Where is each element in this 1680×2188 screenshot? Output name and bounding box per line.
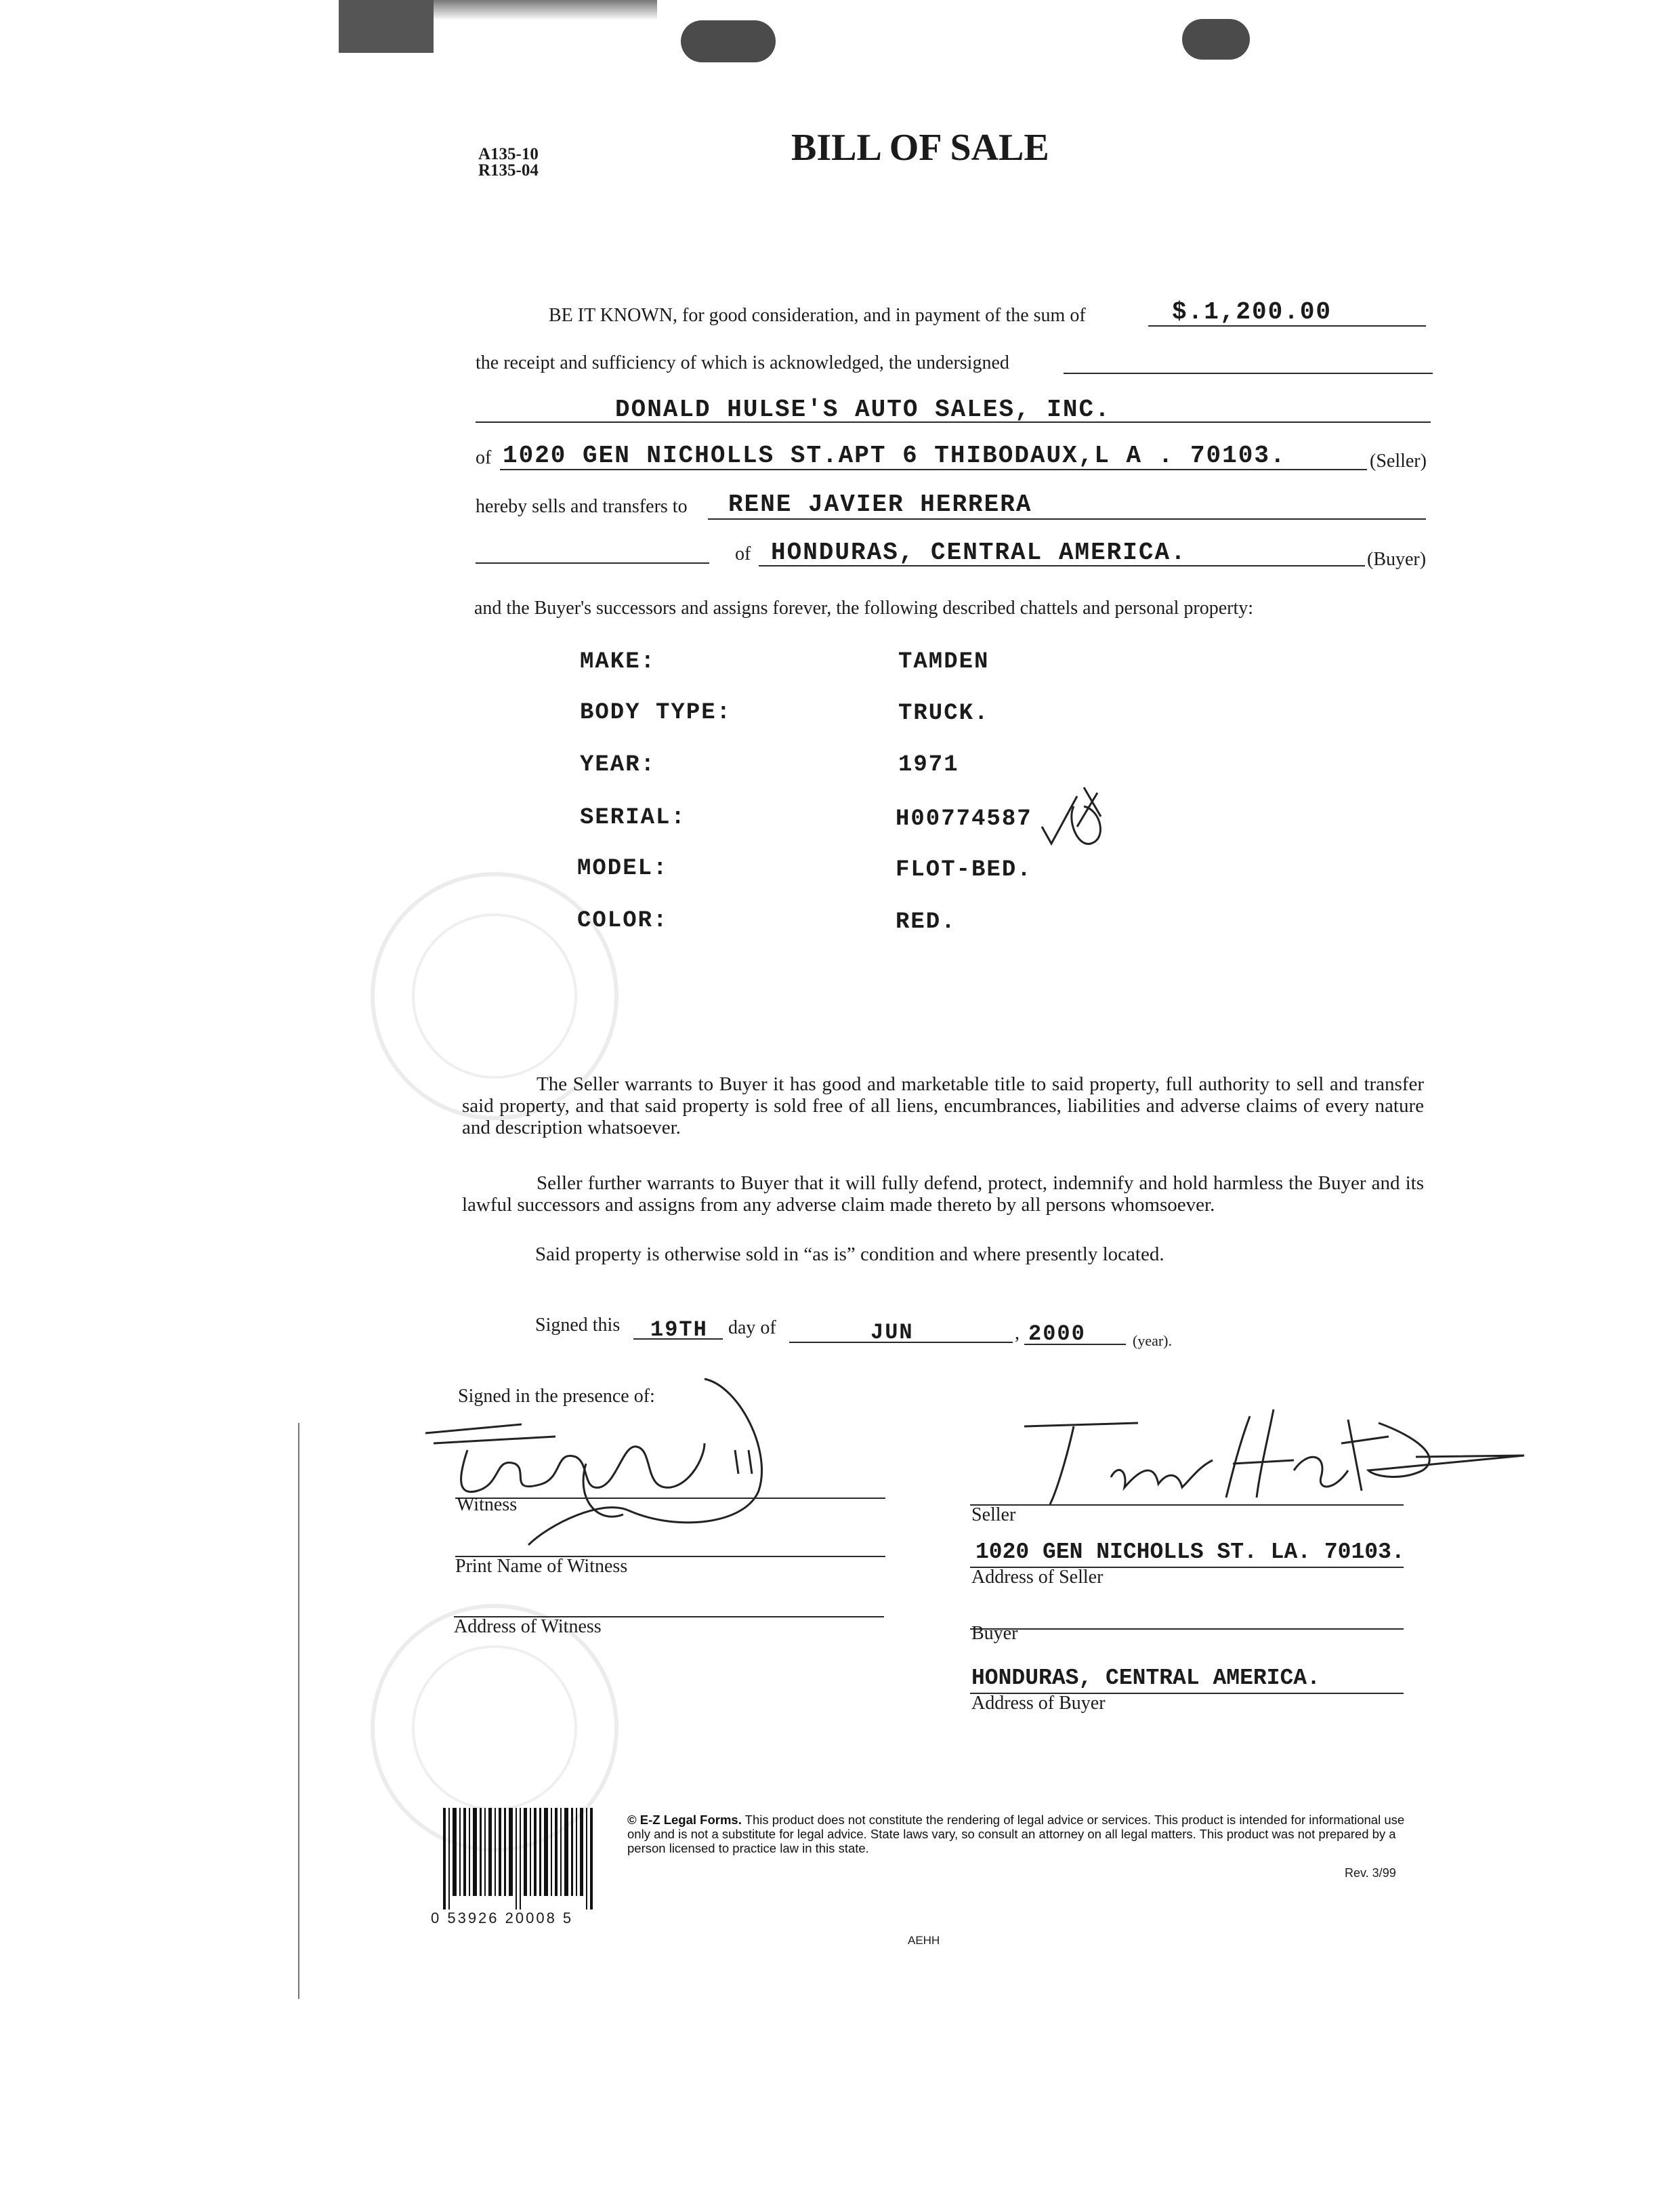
warranty-paragraph-1: The Seller warrants to Buyer it has good and marketable title to said property, full authority to sell and transfer said property, and that said property is sold free of all liens, encumbrances, liabilities and adverse claims of every nature and description whatsoever. [462,1073,1424,1138]
property-value-body-type: TRUCK. [898,701,990,726]
signing-month-value: JUN [870,1320,914,1345]
presence-label: Signed in the presence of: [458,1386,655,1407]
of-label-seller: of [476,447,492,468]
property-label-year: YEAR: [580,752,656,778]
legal-disclaimer [627,1813,1406,1855]
scan-left-margin-line [298,1423,299,1999]
transfer-label: hereby sells and transfers to [476,496,688,517]
date-comma: , [1015,1323,1020,1344]
buyer-prefix-line [476,562,709,564]
warranty-paragraph-2: Seller further warrants to Buyer that it will fully defend, protect, indemnify and hold harmless the Buyer and its lawful successors and assigns from any adverse claim made thereto by all persons whomsoever. [462,1172,1424,1216]
print-witness-label: Print Name of Witness [455,1556,628,1577]
seller-name-value: DONALD HULSE'S AUTO SALES, INC. [615,396,1111,424]
chattels-line: and the Buyer's successors and assigns forever, the following described chattels and personal property: [474,598,1254,619]
scan-edge-shadow [434,0,657,20]
property-value-model: FLOT-BED. [896,857,1032,883]
barcode-digits: 0 53926 20008 5 [431,1910,574,1926]
amount-value: $.1,200.00 [1172,298,1332,326]
signed-this-label: Signed this [535,1315,621,1336]
scan-edge-top-left [339,0,434,53]
witness-signature [420,1369,813,1552]
recital-intro: , for good consideration, and in payment of the sum of [673,305,1086,326]
witness-line [455,1498,885,1499]
disclaimer-text: This product does not constitute the rendering of legal advice or services. This product is intended for informational use only and is not a substitute for legal advice. State laws vary, so consult an attorney on all legal matters. This product was not prepared by a person licensed to practice law in this state. [627,1813,1405,1855]
as-is-paragraph: Said property is otherwise sold in “as is” condition and where presently located. [535,1243,1164,1265]
document-title: BILL OF SALE [791,127,1049,169]
seller-signature [1009,1396,1524,1511]
buyer-label: Buyer [971,1623,1018,1644]
recital-line-2: the receipt and sufficiency of which is acknowledged, the undersigned [476,352,1009,373]
buyer-signature-line [970,1628,1404,1630]
property-value-year: 1971 [898,752,959,778]
signing-year-value: 2000 [1028,1321,1086,1346]
buyer-address-value: HONDURAS, CENTRAL AMERICA. [771,539,1187,566]
property-value-color: RED. [896,909,957,935]
seller-address-line [500,469,1367,470]
property-value-serial: H00774587 [896,806,1032,832]
be-it-known: BE IT KNOWN [549,305,673,326]
seller-signature-line [970,1504,1404,1506]
buyer-address-line [759,565,1365,566]
brand-name: © E-Z Legal Forms. [627,1813,742,1827]
signing-month-line [789,1342,1013,1343]
revision-label: Rev. 3/99 [1345,1866,1396,1880]
form-code-1: A135-10 [478,145,539,163]
buyer-address-signature-value: HONDURAS, CENTRAL AMERICA. [971,1666,1320,1691]
signing-day-line [633,1338,723,1340]
property-label-serial: SERIAL: [580,805,686,831]
barcode [440,1808,603,1910]
property-label-model: MODEL: [577,856,669,882]
buyer-name-value: RENE JAVIER HERRERA [728,491,1032,518]
address-witness-label: Address of Witness [454,1616,602,1637]
seller-name-line [476,421,1431,423]
property-label-body-type: BODY TYPE: [580,700,732,726]
punch-hole-left [681,20,776,62]
form-code-2: R135-04 [478,161,539,180]
seller-address-signature-value: 1020 GEN NICHOLLS ST. LA. 70103. [975,1540,1405,1565]
address-seller-label: Address of Seller [971,1567,1104,1588]
undersigned-line [1064,373,1433,374]
form-code-footer: AEHH [908,1934,940,1947]
amount-line [1148,325,1426,327]
buyer-name-line [708,518,1426,520]
recital-line-1 [549,305,1086,327]
signing-year-line [1024,1344,1126,1345]
seller-address-value: 1020 GEN NICHOLLS ST.APT 6 THIBODAUX,L A . 70103. [503,442,1286,470]
year-label: (year). [1133,1332,1173,1349]
seller-tag: (Seller) [1370,451,1427,472]
seller-label: Seller [971,1504,1016,1525]
punch-hole-right [1182,19,1250,60]
serial-check-mark [1036,779,1118,854]
of-label-buyer: of [735,543,751,564]
property-value-make: TAMDEN [898,649,990,675]
signing-day-value: 19TH [650,1317,708,1342]
day-of-label: day of [728,1317,776,1338]
address-buyer-label: Address of Buyer [971,1693,1106,1714]
property-label-color: COLOR: [577,908,669,934]
witness-label: Witness [457,1494,518,1515]
property-label-make: MAKE: [580,649,656,675]
buyer-tag: (Buyer) [1367,549,1427,570]
